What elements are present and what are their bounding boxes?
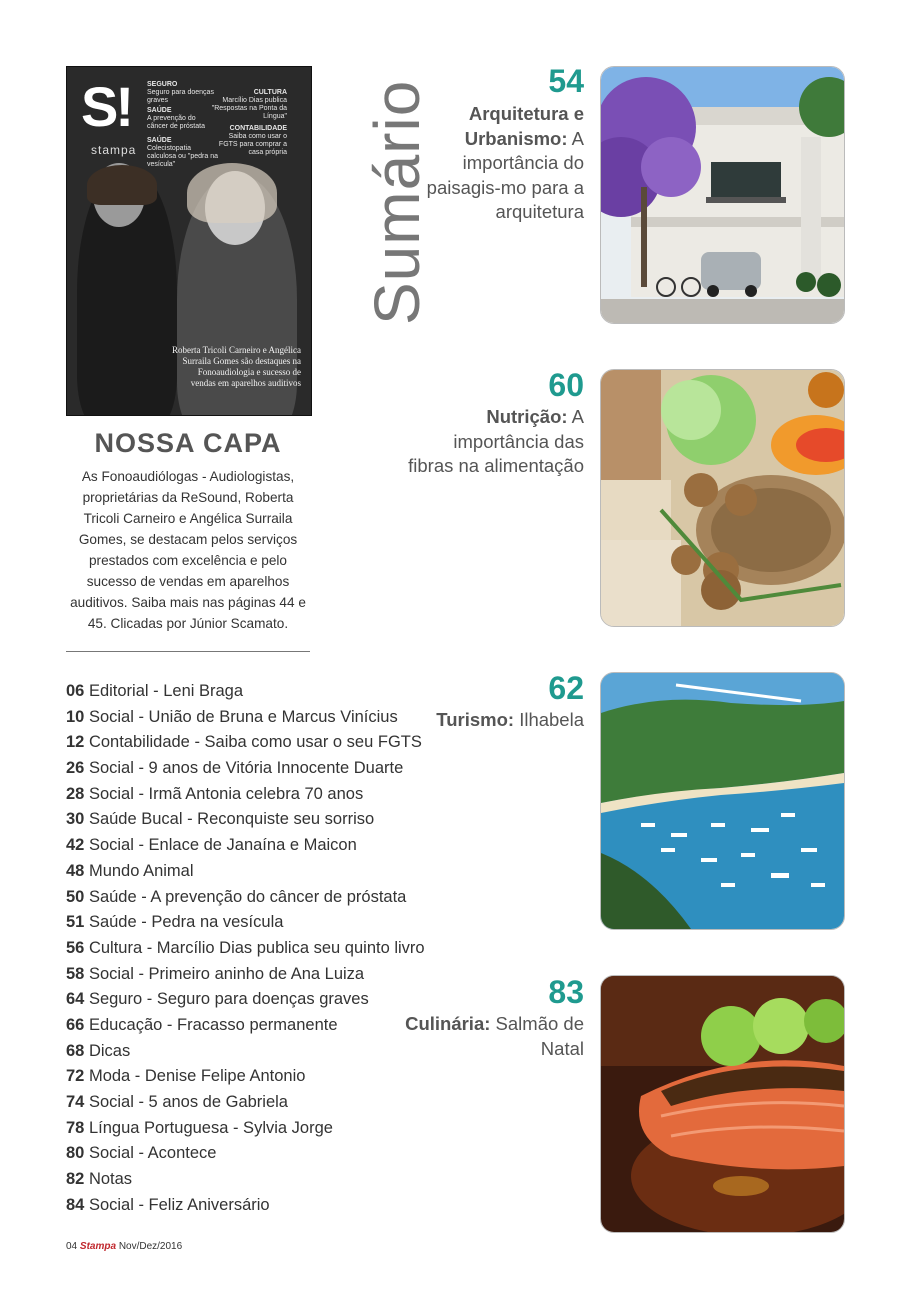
toc-page-number: 82 [66,1170,85,1189]
toc-page-number: 64 [66,990,85,1009]
toc-page-number: 30 [66,810,85,829]
toc-title: Social - Primeiro aninho de Ana Luiza [88,964,365,983]
stampa-logo: S! stampa [81,75,137,157]
feature-title[interactable]: Culinária: Salmão de Natal [405,1013,584,1059]
toc-title: Notas [88,1170,133,1189]
nutrition-photo [600,369,845,627]
page-heading: Sumário [361,79,433,325]
toc-page-number: 48 [66,861,85,880]
toc-title: Educação - Fracasso permanente [88,1015,338,1034]
toc-item[interactable] [66,756,486,782]
divider [66,651,310,652]
toc-item[interactable] [66,1193,486,1219]
toc-title: Saúde - A prevenção do câncer de próstata [88,887,407,906]
cover-blurb: SEGURO Seguro para doenças graves [147,81,214,104]
toc-page-number: 10 [66,707,85,726]
toc-page-number: 42 [66,836,85,855]
toc-title: Contabilidade - Saiba como usar o seu FGTS [88,733,422,752]
toc-item[interactable] [66,833,486,859]
toc-page-number: 80 [66,1144,85,1163]
toc-item[interactable] [66,859,486,885]
cover-blurb: CONTABILIDADE Saiba como usar o FGTS para comprar a casa própria [218,125,287,156]
toc-title: Social - Feliz Aniversário [88,1195,270,1214]
toc-title: Seguro - Seguro para doenças graves [88,990,369,1009]
toc-list [66,679,486,1218]
toc-item[interactable] [66,962,486,988]
ilhabela-photo [600,672,845,930]
toc-page-number: 66 [66,1015,85,1034]
toc-page-number: 74 [66,1093,85,1111]
toc-page-number: 50 [66,887,85,906]
page-number: 04 [66,1241,78,1252]
toc-page-number: 78 [66,1118,85,1137]
page-footer [66,1241,182,1252]
toc-item[interactable] [66,885,486,911]
salmon-photo [600,975,845,1233]
feature-title[interactable]: Arquitetura e Urbanismo: A importância do paisagis-mo para a arquitetura [426,103,584,222]
feature-title[interactable]: Turismo: Ilhabela [436,709,584,730]
toc-title: Social - Irmã Antonia celebra 70 anos [88,784,364,803]
toc-title: Mundo Animal [88,861,194,880]
toc-title: Social - União de Bruna e Marcus Vinícius [88,707,398,726]
toc-item[interactable] [66,807,486,833]
nossa-capa-title: NOSSA CAPA [94,428,282,458]
cover-blurb: CULTURA Marcílio Dias publica "Respostas na Ponta da Língua" [211,89,287,120]
toc-title: Dicas [88,1041,131,1060]
toc-item[interactable] [66,1116,486,1142]
toc-title: Editorial - Leni Braga [88,682,244,700]
feature-page-number[interactable]: 83 [548,974,584,1010]
toc-item[interactable] [66,782,486,808]
toc-title: Social - Acontece [88,1144,217,1163]
toc-page-number: 58 [66,964,85,983]
toc-title: Língua Portuguesa - Sylvia Jorge [88,1118,333,1137]
toc-title: Saúde Bucal - Reconquiste seu sorriso [88,810,375,829]
toc-page-number: 06 [66,682,85,700]
architecture-photo [600,66,845,324]
feature-page-number[interactable]: 62 [548,670,584,706]
toc-item[interactable] [66,936,486,962]
feature-page-number[interactable]: 60 [548,367,584,403]
toc-item[interactable] [66,679,486,705]
toc-title: Moda - Denise Felipe Antonio [88,1067,306,1086]
toc-title: Cultura - Marcílio Dias publica seu quinto livro [88,938,425,957]
footer-date: Nov/Dez/2016 [118,1241,183,1252]
toc-page-number: 56 [66,938,85,957]
toc-item[interactable] [66,987,486,1013]
toc-item[interactable] [66,1167,486,1193]
toc-title: Social - Enlace de Janaína e Maicon [88,836,357,855]
toc-page-number: 51 [66,913,85,932]
toc-title: Saúde - Pedra na vesícula [88,913,284,932]
toc-title: Social - 9 anos de Vitória Innocente Duarte [88,759,404,778]
cover-image [66,66,312,416]
toc-page-number: 26 [66,759,85,778]
feature-page-number[interactable]: 54 [548,63,584,99]
toc-item[interactable] [66,1141,486,1167]
cover-blurb: SAÚDE A prevenção do câncer de próstata [147,107,205,130]
toc-page-number: 28 [66,784,85,803]
feature-title[interactable]: Nutrição: A importância das fibras na alimentação [408,406,584,476]
toc-page-number: 12 [66,733,85,752]
nossa-capa-text: As Fonoaudiólogas - Audiologistas, proprietárias da ReSound, Roberta Tricoli Carneiro e Angélica Surraila Gomes, se destacam pelos serviços prestados com excelência e pelo sucesso de vendas em aparelhos auditivos. Saiba mais nas páginas 44 e 45. Clicadas por Júnior Scamato. [70,469,306,631]
toc-title: Social - 5 anos de Gabriela [88,1093,288,1111]
footer-brand: Stampa [79,1241,117,1252]
toc-item[interactable] [66,730,486,756]
toc-item[interactable] [66,910,486,936]
toc-page-number: 68 [66,1041,85,1060]
toc-item[interactable] [66,1064,486,1090]
toc-page-number: 84 [66,1195,85,1214]
toc-item[interactable] [66,1090,486,1116]
cover-blurb: SAÚDE Colecistopatia calculosa ou "pedra na vesícula" [147,137,218,168]
cover-caption: Roberta Tricoli Carneiro e Angélica Surraila Gomes são destaques na Fonoaudiologia e sucesso de vendas em aparelhos auditivos [172,345,301,388]
toc-page-number: 72 [66,1067,85,1086]
